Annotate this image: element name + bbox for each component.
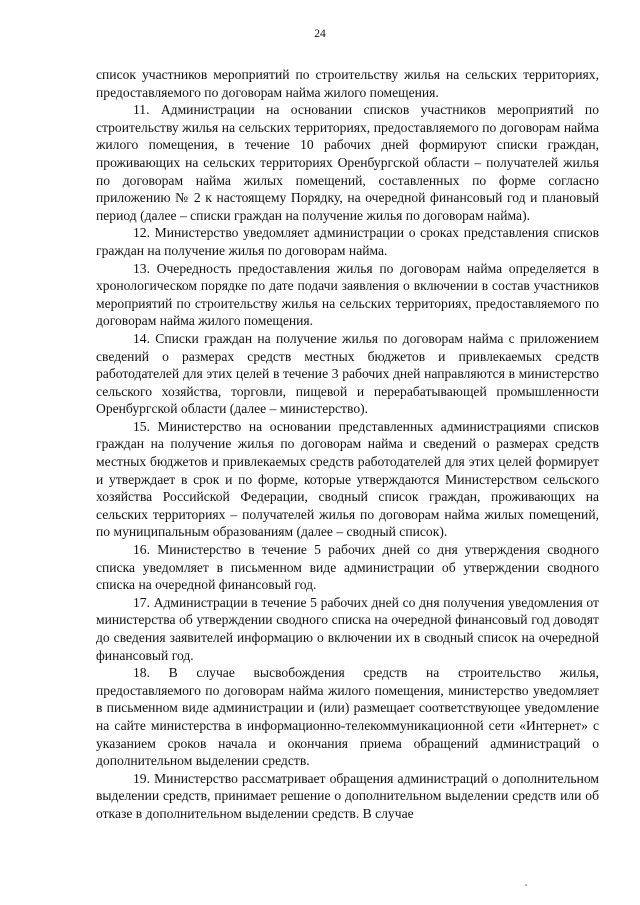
paragraph-item-17: 17. Администрации в течение 5 рабочих дней со дня получения уведомления от министерства об утверждении сводного списка на очередной финансовый год доводят до сведения заявителей информацию о включении их в сводный список на очередной финансовый год. [96,594,599,663]
paragraph-item-14: 14. Списки граждан на получение жилья по договорам найма с приложением сведений о размерах средств местных бюджетов и привлекаемых средств работодателей для этих целей в течение 3 рабочих дней направляются в министерство сельского хозяйства, торговли, пищевой и перерабатывающей промышленности Оренбургской области (далее – министерство). [96,330,599,417]
scan-speck [525,884,527,886]
paragraph-continuation: список участников мероприятий по строительству жилья на сельских территориях, предоставляемого по договорам найма жилого помещения. [96,67,599,100]
page-number: 24 [314,28,326,40]
paragraph-item-11: 11. Администрации на основании списков участников мероприятий по строительству жилья на сельских территориях, предоставляемого по договорам найма жилого помещения, в течение 10 рабочих дней формируют списки граждан, проживающих на сельских территориях Оренбургской области – получателей жилья по договорам найма жилых помещений, составленных по форме согласно приложению № 2 к настоящему Порядку, на очередной финансовый год и плановый период (далее – списки граждан на получение жилья по договорам найма). [96,102,599,223]
paragraph-item-18: 18. В случае высвобождения средств на строительство жилья, предоставляемого по договорам найма жилого помещения, министерство уведомляет в письменном виде администрации и (или) размещает соответствующее уведомление на сайте министерства в информационно-телекоммуникационной сети «Интернет» с указанием сроков начала и окончания приема обращений администраций о дополнительном выделении средств. [96,665,599,769]
paragraph-item-12: 12. Министерство уведомляет администрации о сроках представления списков граждан на получение жилья по договорам найма. [96,225,599,258]
paragraph-item-16: 16. Министерство в течение 5 рабочих дней со дня утверждения сводного списка уведомляет в письменном виде администрации об утверждении сводного списка на очередной финансовый год. [96,542,599,593]
document-body [96,66,599,823]
paragraph-item-15: 15. Министерство на основании представленных администрациями списков граждан на получение жилья по договорам найма и сведений о размерах средств местных бюджетов и привлекаемых средств работодателей для этих целей формирует и утверждает в срок и по форме, которые утверждаются Министерством сельского хозяйства Российской Федерации, сводный список граждан, проживающих на сельских территориях – получателей жилья по договорам найма жилых помещений, по муниципальным образованиям (далее – сводный список). [96,418,599,540]
paragraph-item-13: 13. Очередность предоставления жилья по договорам найма определяется в хронологическом порядке по дате подачи заявления о включении в состав участников мероприятий по строительству жилья на сельских территориях, предоставляемого по договорам найма жилого помещения. [96,260,599,329]
paragraph-item-19: 19. Министерство рассматривает обращения администраций о дополнительном выделении средств, принимает решение о дополнительном выделении средств или об отказе в дополнительном выделении средств. В случае [96,770,599,821]
